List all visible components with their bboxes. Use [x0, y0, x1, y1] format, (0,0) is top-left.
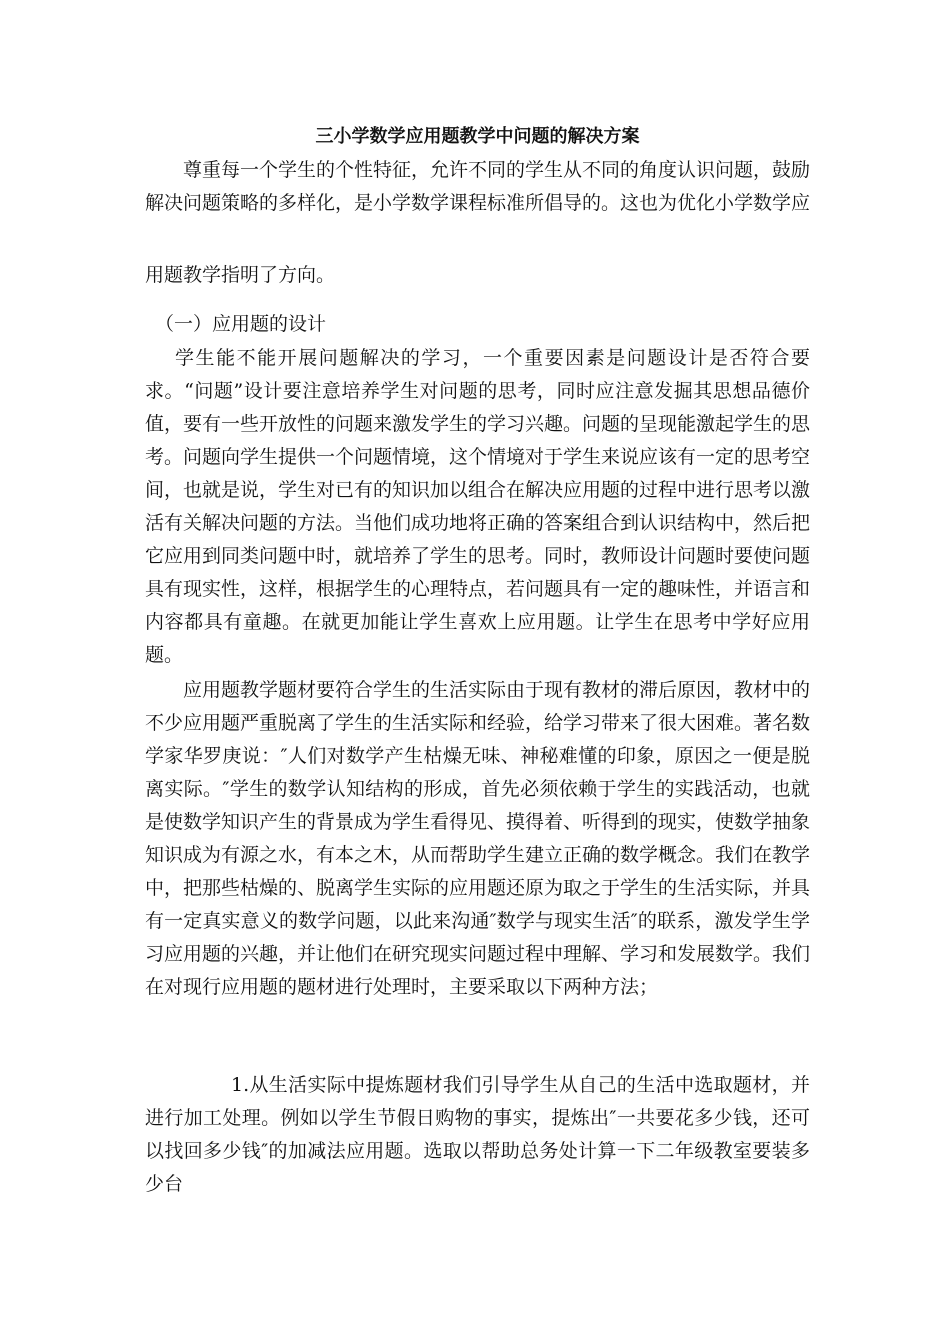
intro-paragraph-continued: 用题教学指明了方向。: [145, 264, 336, 286]
section-heading: （一）应用题的设计: [155, 313, 327, 335]
design-paragraph: 学生能不能开展问题解决的学习，一个重要因素是问题设计是否符合要求。“问题”设计要注意培养学生对问题的思考，同时应注意发掘其思想品德价值，要有一些开放性的问题来激发学生的学习兴趣。问题的呈现能激起学生的思考。问题向学生提供一个问题情境，这个情境对于学生来说应该有一定的思考空间，也就是说，学生对已有的知识加以组合在解决应用题的过程中进行思考以激活有关解决问题的方法。当他们成功地将正确的答案组合到认识结构中，然后把它应用到同类问题中时，就培养了学生的思考。同时，教师设计问题时要使问题具有现实性，这样，根据学生的心理特点，若问题具有一定的趣味性，并语言和内容都具有童趣。在就更加能让学生喜欢上应用题。让学生在思考中学好应用题。: [145, 347, 811, 666]
material-paragraph: 应用题教学题材要符合学生的生活实际由于现有教材的滞后原因，教材中的不少应用题严重脱离了学生的生活实际和经验，给学习带来了很大困难。著名数学家华罗庚说：″人们对数学产生枯燥无味、神秘难懂的印象，原因之一便是脱离实际。″学生的数学认知结构的形成，首先必须依赖于学生的实践活动，也就是使数学知识产生的背景成为学生看得见、摸得着、听得到的现实，使数学抽象知识成为有源之水，有本之木，从而帮助学生建立正确的数学概念。我们在教学中，把那些枯燥的、脱离学生实际的应用题还原为取之于学生的生活实际，并具有一定真实意义的数学问题，以此来沟通″数学与现实生活″的联系，激发学生学习应用题的兴趣，并让他们在研究现实问题过程中理解、学习和发展数学。我们在对现行应用题的题材进行处理时，主要采取以下两种方法；: [145, 679, 811, 998]
intro-paragraph: 尊重每一个学生的个性特征，允许不同的学生从不同的角度认识问题，鼓励解决问题策略的多样化，是小学数学课程标准所倡导的。这也为优化小学数学应: [145, 159, 811, 214]
document-title: 三小学数学应用题教学中问题的解决方案: [315, 126, 640, 147]
method-one-paragraph: 1.从生活实际中提炼题材我们引导学生从自己的生活中选取题材，并进行加工处理。例如以学生节假日购物的事实，提炼出″一共要花多少钱，还可以找回多少钱″的加减法应用题。选取以帮助总务处计算一下二年级教室要装多少台: [145, 1074, 810, 1195]
